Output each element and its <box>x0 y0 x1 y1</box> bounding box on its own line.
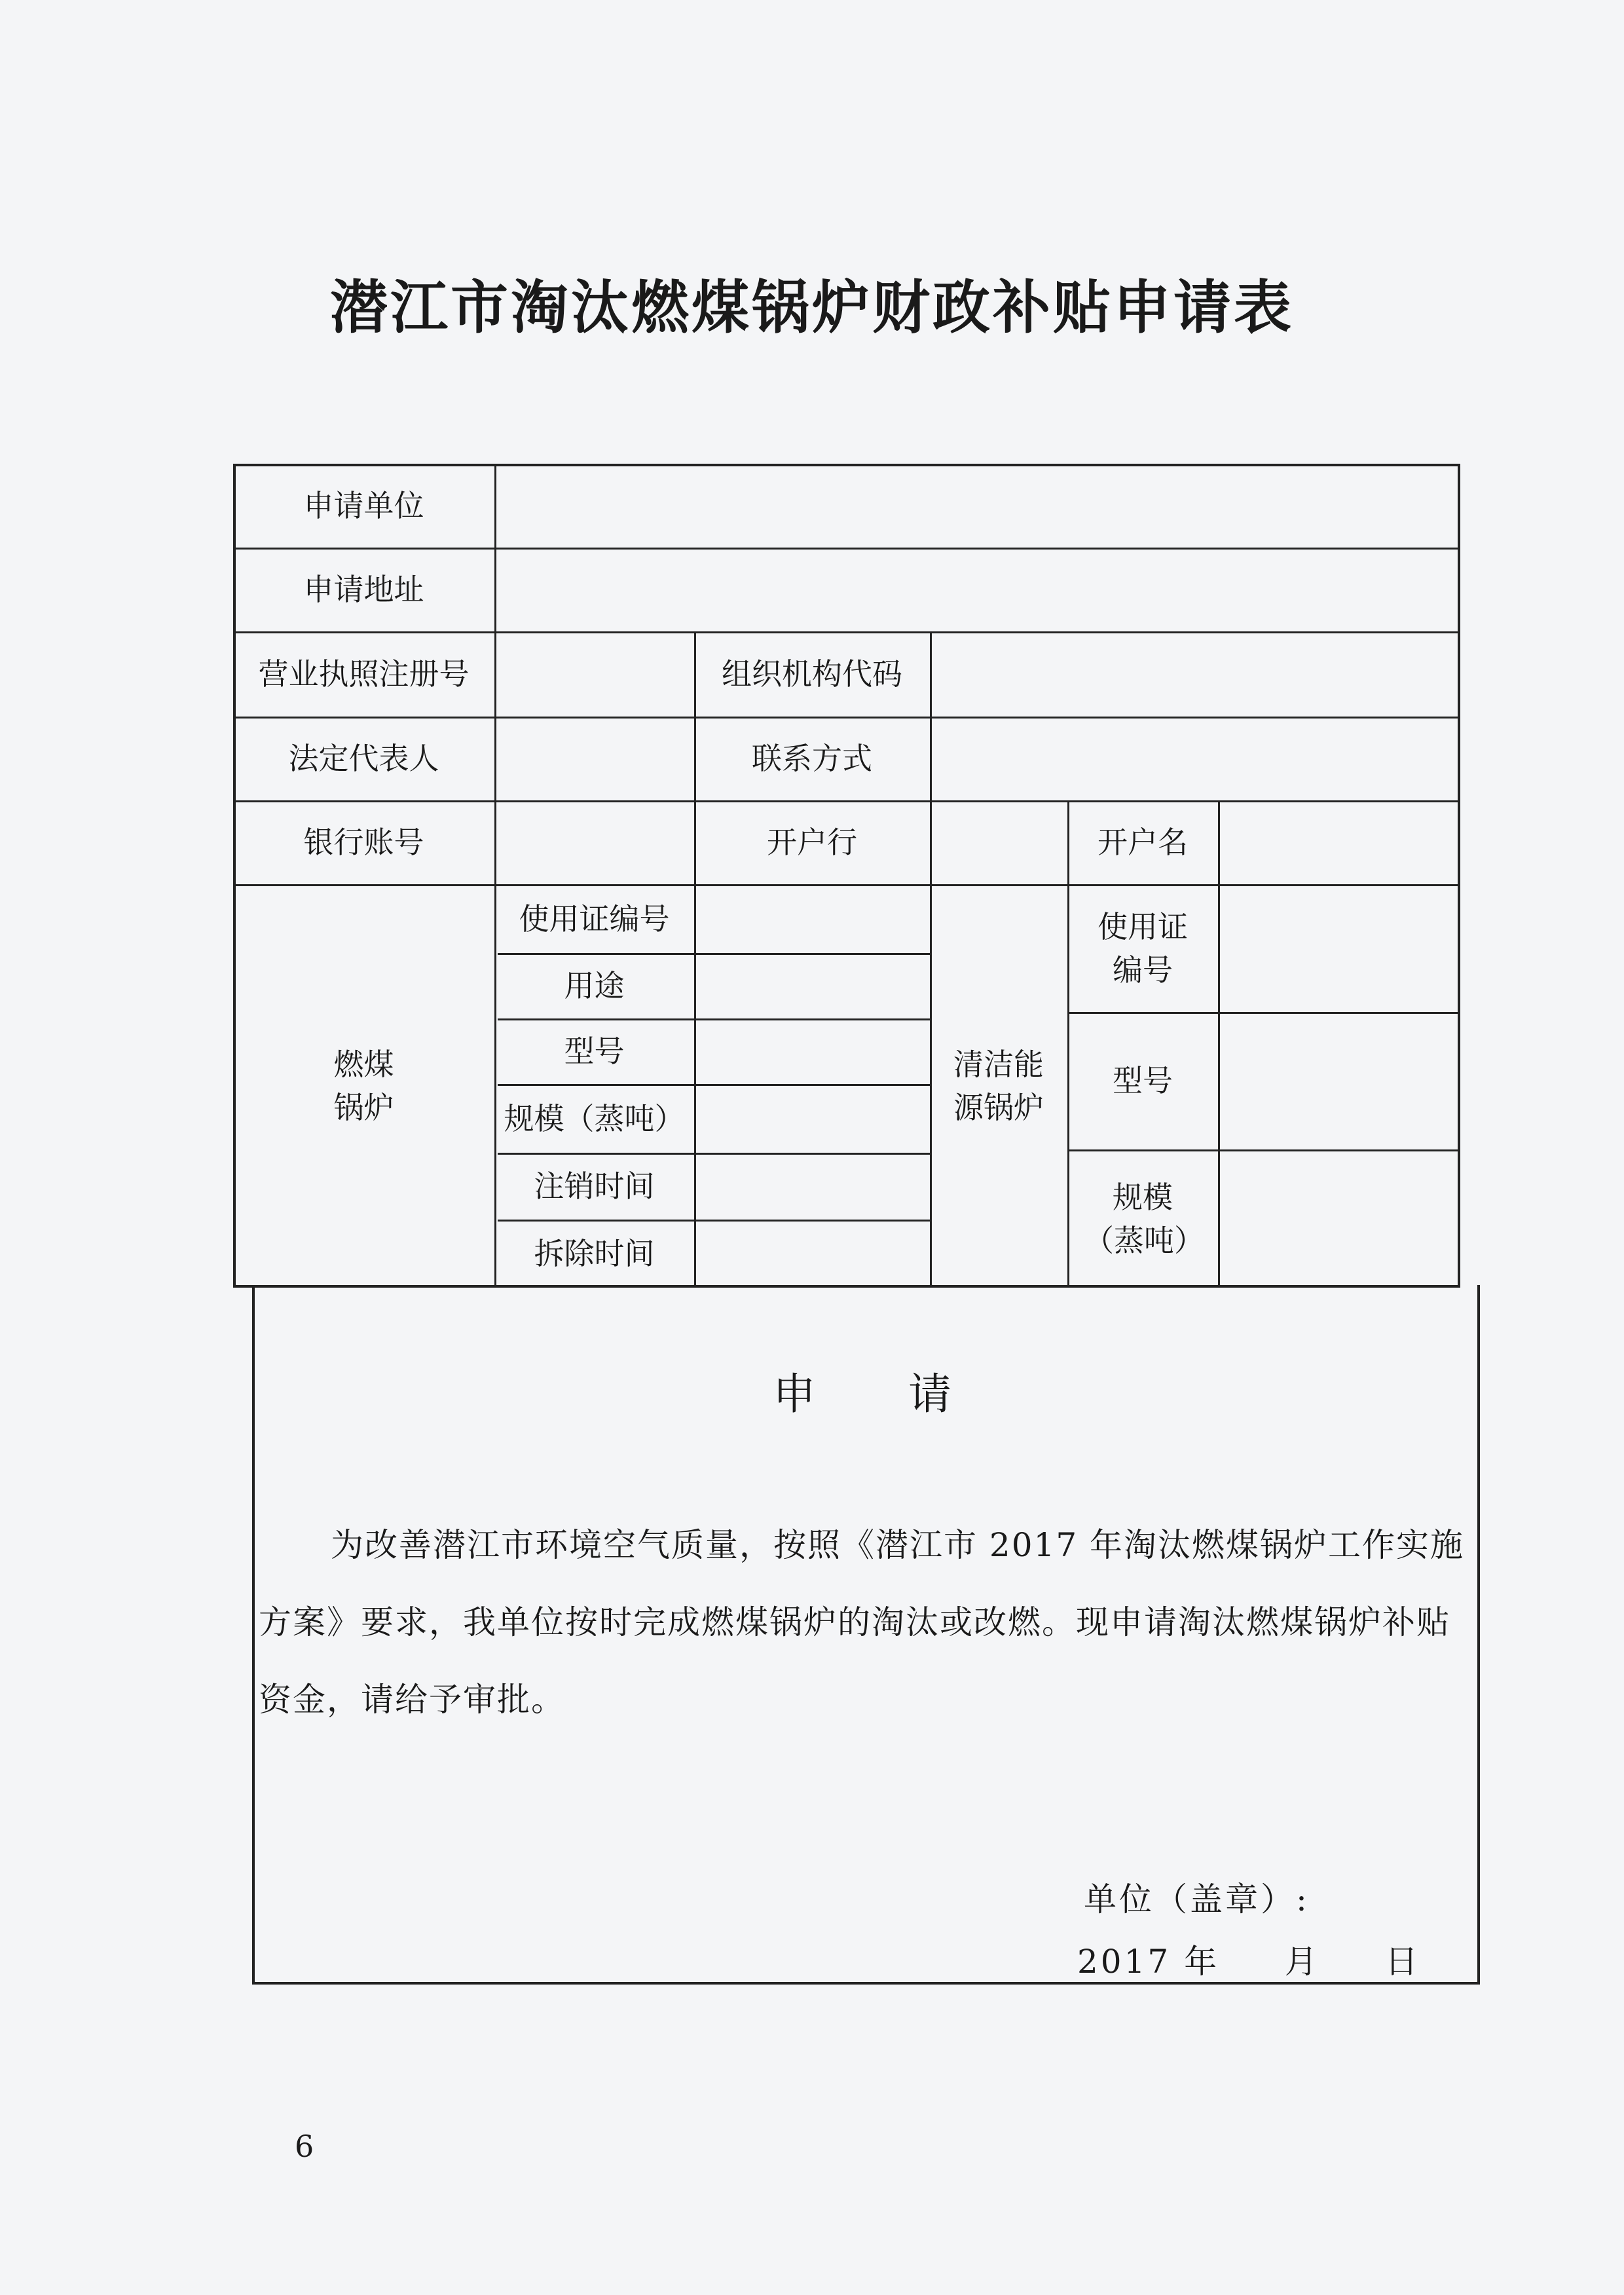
label-bank-account: 银行账号 <box>303 825 424 860</box>
label-clean-boiler <box>930 884 1067 1288</box>
coal-field-usage: 用途 <box>564 968 625 1003</box>
label-bank: 开户行 <box>767 825 857 860</box>
label-legal-rep: 法定代表人 <box>288 741 439 776</box>
label-contact: 联系方式 <box>752 741 872 776</box>
date-line: 2017 年 月 日 <box>1077 1943 1421 1981</box>
page-number: 6 <box>295 2129 314 2164</box>
clean-field-model: 型号 <box>1113 1063 1173 1098</box>
coal-field-cancel-time: 注销时间 <box>534 1168 655 1204</box>
seal-label: 单位（盖章）: <box>1084 1880 1310 1918</box>
label-applicant-unit: 申请单位 <box>303 488 424 523</box>
page-title: 潜江市淘汰燃煤锅炉财政补贴申请表 <box>329 274 1294 341</box>
clean-field-scale <box>1067 1149 1218 1288</box>
label-org-code: 组织机构代码 <box>722 656 902 692</box>
coal-field-model: 型号 <box>564 1034 625 1069</box>
application-body-text: 为改善潜江市环境空气质量，按照《潜江市 2017 年淘汰燃煤锅炉工作实施方案》要求，我单位按时完成燃煤锅炉的淘汰或改燃。现申请淘汰燃煤锅炉补贴资金，请给予审批。 <box>259 1526 1465 1719</box>
label-coal-boiler <box>233 884 494 1288</box>
clean-field-license <box>1067 884 1218 1012</box>
clean-field-scale-text: 规模（蒸吨） <box>1084 1179 1204 1258</box>
label-account-name: 开户名 <box>1098 825 1188 860</box>
coal-field-scale: 规模（蒸吨） <box>504 1100 685 1136</box>
label-business-license: 营业执照注册号 <box>258 656 470 692</box>
application-body <box>259 1506 1477 1738</box>
coal-field-demolish-time: 拆除时间 <box>534 1236 655 1271</box>
coal-boiler-text: 燃煤锅炉 <box>333 1047 394 1125</box>
coal-field-license: 使用证编号 <box>519 901 670 937</box>
clean-field-license-text: 使用证编号 <box>1098 908 1188 988</box>
label-applicant-address: 申请地址 <box>303 572 424 607</box>
clean-boiler-text: 清洁能源锅炉 <box>953 1047 1044 1125</box>
application-heading: 申 请 <box>773 1369 991 1419</box>
